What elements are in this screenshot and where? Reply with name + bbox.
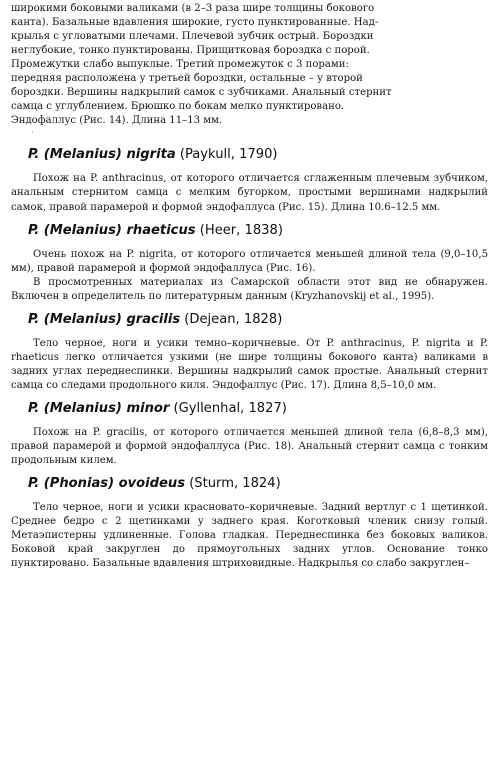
species-author: (Heer, 1838): [199, 222, 283, 238]
species-entry: [11, 222, 488, 304]
species-description: Тело черное, ноги и усики темно–коричневые. От P. anthracinus, P. nigrita и P. rhaeticus легко отличается узкими (не шире толщины бокового канта) валиками в задних углах переднеспинки. Вершины надкрылий самок простые. Анальный стернит самца со следами продольного киля. Эндофаллус (Рис. 17). Длина 8,5–10,0 мм.: [11, 337, 488, 391]
intro-line: Промежутки слабо выпуклые. Третий промежуток с 3 порами:: [11, 59, 349, 71]
species-author: (Dejean, 1828): [184, 311, 283, 327]
intro-line: бороздки. Вершины надкрылий самок с зубчиками. Анальный стернит: [11, 87, 392, 99]
species-description: Похож на P. gracilis, от которого отличается меньшей длиной тела (6,8–8,3 мм), правой парамерой и формой эндофаллуса (Рис. 18). Анальный стернит самца с тонким продольным килем.: [11, 426, 488, 467]
species-heading: [28, 146, 488, 164]
species-entry: [11, 311, 488, 393]
species-heading: [28, 400, 488, 418]
species-name: P. (Melanius) minor: [28, 400, 170, 416]
intro-line: крылья с угловатыми плечами. Плечевой зубчик острый. Бороздки: [11, 31, 374, 43]
species-entry: [11, 475, 488, 571]
species-heading: [28, 222, 488, 240]
intro-line: самца с углублением. Брюшко по бокам мелко пунктировано.: [11, 101, 345, 113]
species-heading: [28, 311, 488, 329]
species-entry: [11, 146, 488, 214]
species-name: P. (Melanius) gracilis: [28, 311, 181, 327]
intro-line: неглубокие, тонко пунктированы. Прищитковая бороздка с порой.: [11, 45, 370, 57]
species-author: (Sturm, 1824): [189, 476, 281, 492]
species-entry: [11, 400, 488, 468]
species-note: В просмотренных материалах из Самарской области этот вид не обнаружен. Включен в определитель по литературным данным (Kryzhanovskij et al., 1995).: [11, 276, 488, 302]
species-description: Тело черное, ноги и усики красновато–коричневые. Задний вертлуг с 1 щетинкой. Среднее бедро с 2 щетинками у заднего края. Коготковый членик снизу голый. Метаэпистерны удлиненные. Голова гладкая. Переднеспинка без боковых валиков. Боковой край закруглен до прямоугольных задних углов. Основание тонко пунктировано. Базальные вдавления штриховидные. Надкрылья со слабо закруглен–: [11, 502, 488, 570]
species-name: P. (Melanius) rhaeticus: [28, 222, 196, 238]
species-name: P. (Melanius) nigrita: [28, 147, 176, 163]
intro-line: широкими боковыми валиками (в 2–3 раза шире толщины бокового: [11, 3, 375, 14]
species-description: Похож на P. anthracinus, от которого отличается сглаженным плечевым зубчиком, анальным стернитом самца с мелким бугорком, простыми вершинами надкрылий самок, правой парамерой и формой эндофаллуса (Рис. 15). Длина 10.6–12.5 мм.: [11, 173, 488, 213]
species-author: (Paykull, 1790): [179, 147, 278, 163]
species-author: (Gyllenhal, 1827): [173, 400, 287, 416]
intro-line: канта). Базальные вдавления широкие, густо пунктированные. Над-: [11, 17, 379, 29]
stray-mark: ·: [31, 128, 34, 139]
intro-line: Эндофаллус (Рис. 14). Длина 11–13 мм.: [11, 115, 223, 127]
species-heading: [28, 475, 488, 493]
species-name: P. (Phonias) ovoideus: [28, 476, 186, 492]
intro-line: передняя расположена у третьей бороздки, остальные – у второй: [11, 73, 363, 85]
intro-paragraph: [11, 2, 488, 128]
species-description: Очень похож на P. nigrita, от которого отличается меньшей длиной тела (9,0–10,5 мм), правой парамерой и формой эндофаллуса (Рис. 16).: [11, 248, 488, 274]
